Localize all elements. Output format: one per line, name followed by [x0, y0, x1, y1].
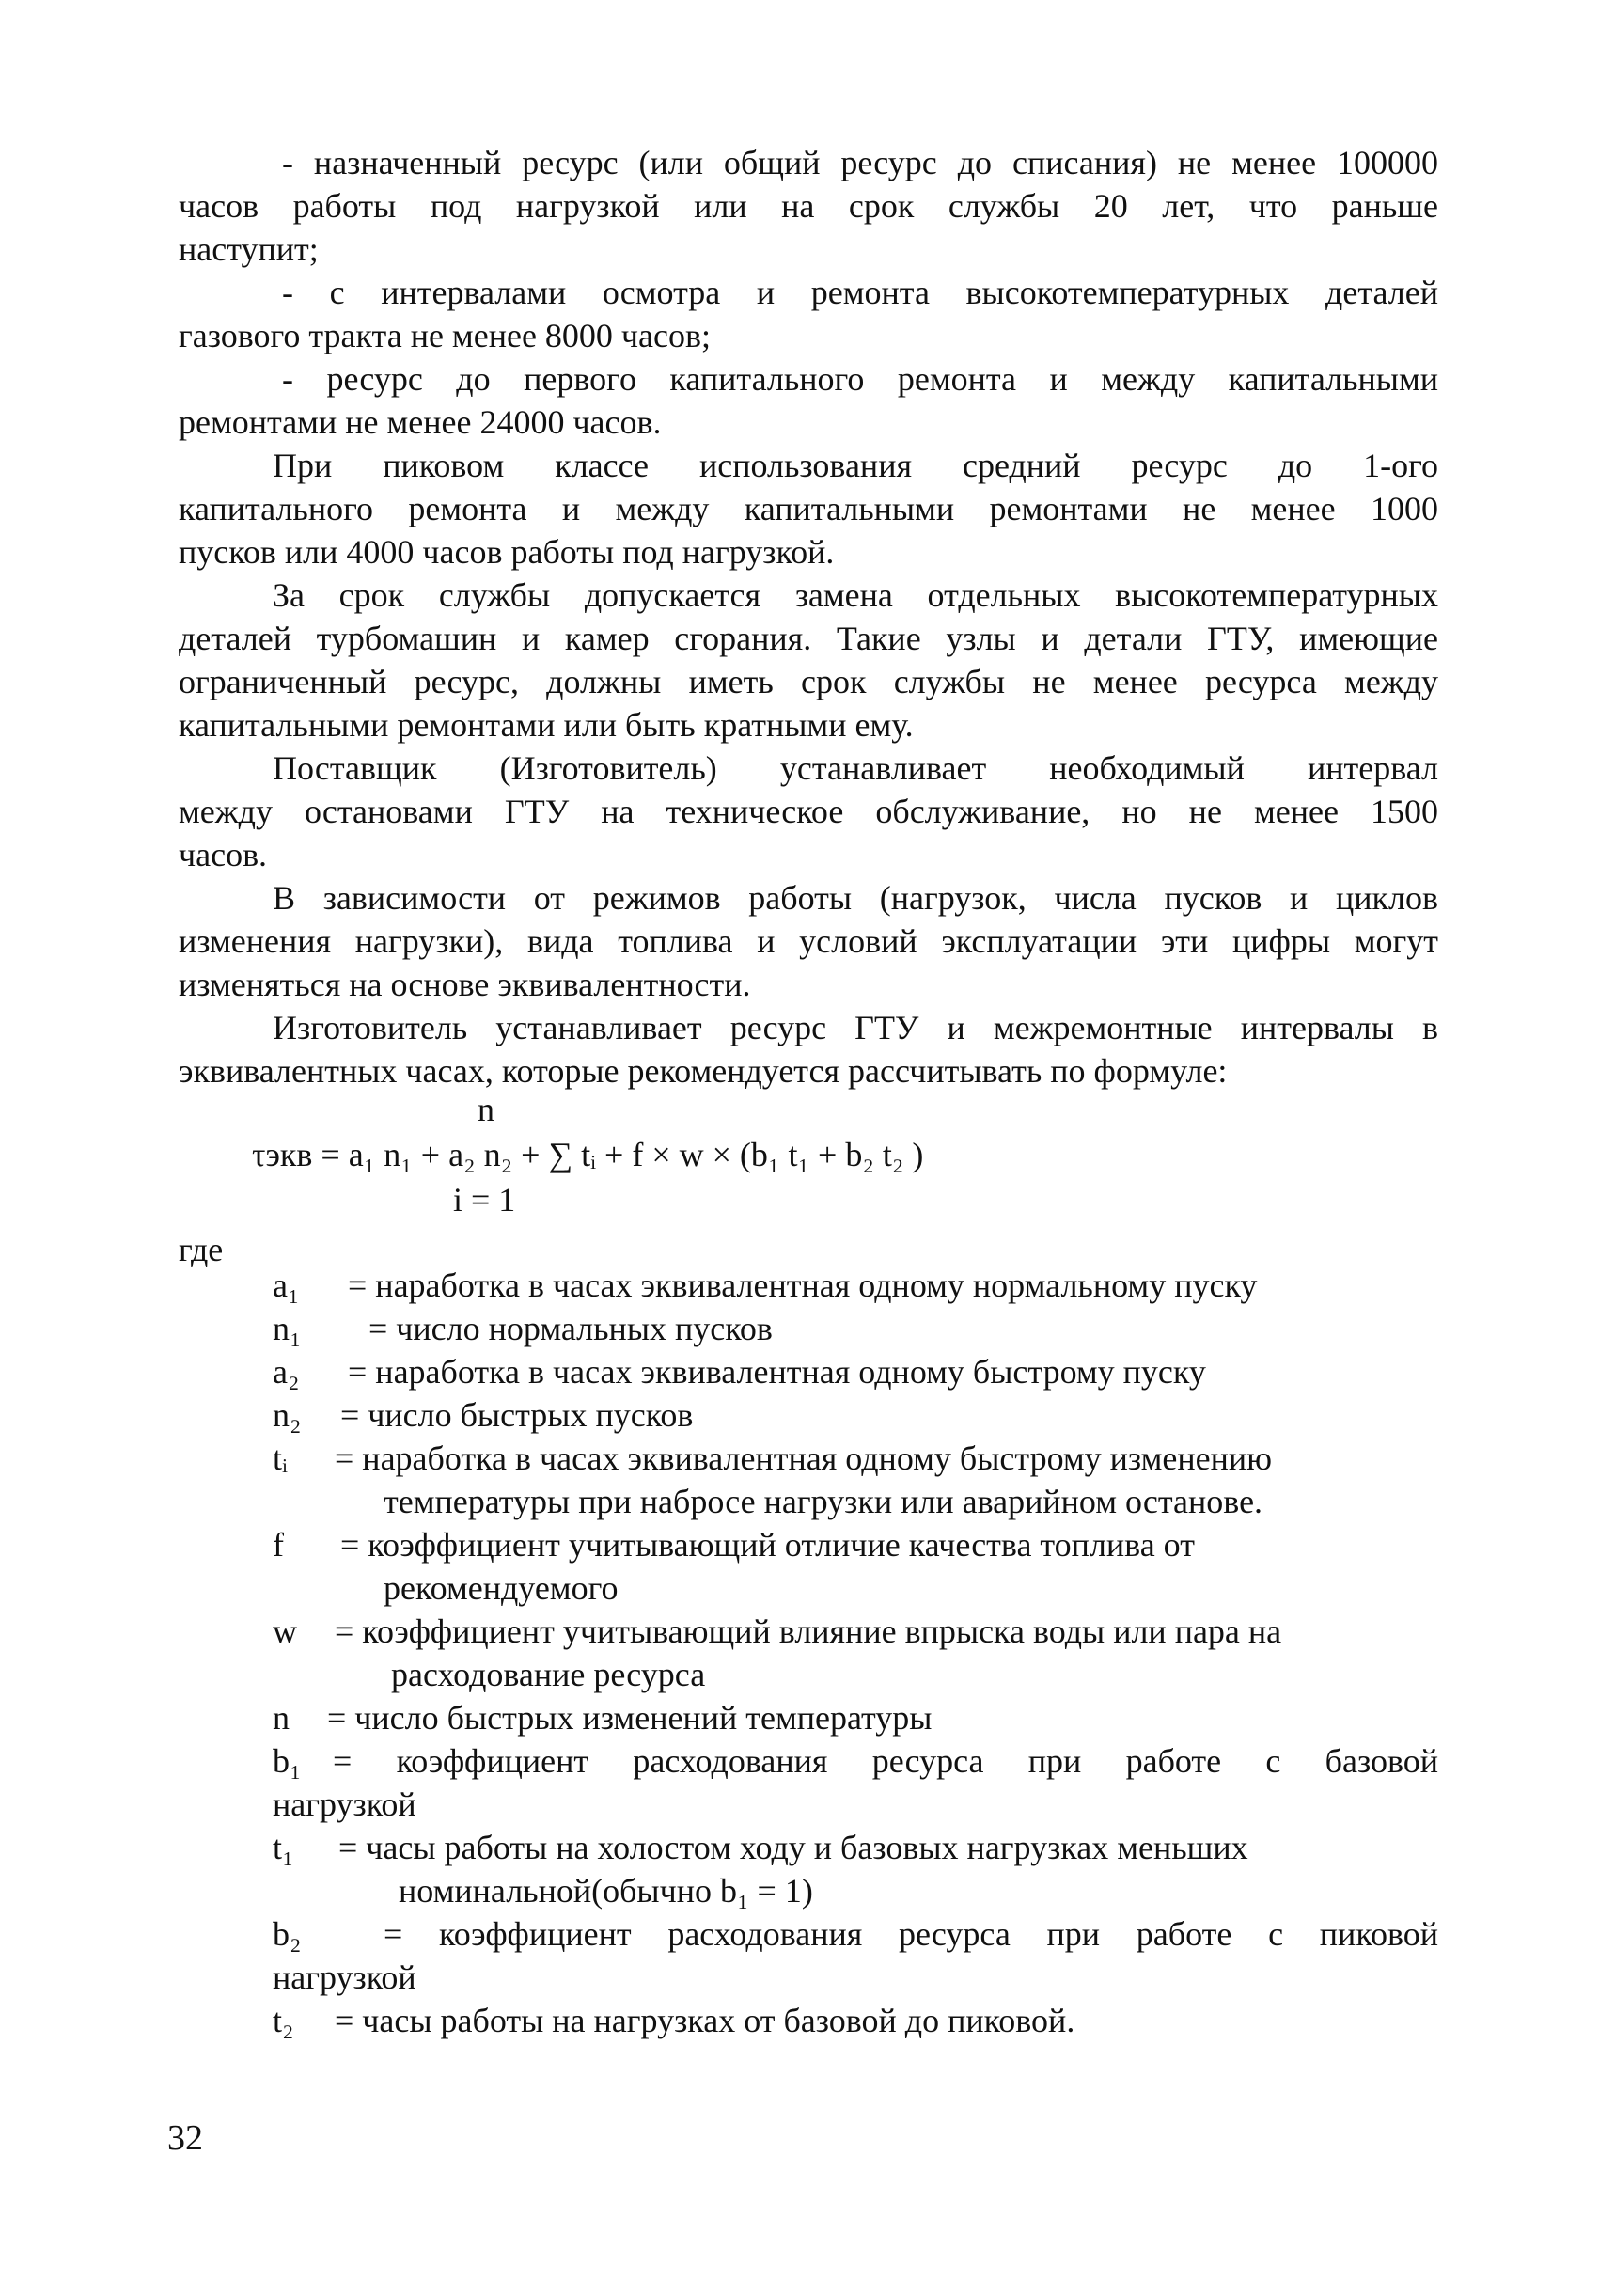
- paragraph-assigned-resource: [179, 141, 1438, 271]
- text-line: В зависимости от режимов работы (нагрузок, числа пусков и циклов: [273, 879, 1438, 917]
- formula-equivalent-hours: τэкв = a₁ n₁ + a₂ n₂ + ∑ tᵢ + f × w × (b₁ t₁ + b₂ t₂ ): [252, 1136, 924, 1173]
- text-line: газового тракта не менее 8000 часов;: [179, 317, 711, 354]
- text-line: ограниченный ресурс, должны иметь срок службы не менее ресурса между: [179, 663, 1438, 700]
- legend-symbol: b₂: [273, 1915, 302, 1953]
- legend-text: = коэффициент учитывающий влияние впрыска воды или пара на: [335, 1612, 1282, 1650]
- legend-symbol: a₁: [273, 1266, 300, 1304]
- legend-text: = число быстрых изменений температуры: [327, 1699, 933, 1737]
- text-line: - назначенный ресурс (или общий ресурс до списания) не менее 100000: [282, 144, 1438, 181]
- where-label: где: [179, 1231, 224, 1268]
- legend-text: = коэффициент расходования ресурса при работе с базовой: [333, 1742, 1438, 1780]
- legend-text-continued: рекомендуемого: [384, 1569, 619, 1607]
- legend-symbol: f: [273, 1526, 284, 1564]
- legend-symbol: t₂: [273, 2002, 294, 2039]
- text-line: изменения нагрузки), вида топлива и условий эксплуатации эти цифры могут: [179, 922, 1438, 960]
- paragraph-overhaul-resource: [179, 357, 1438, 444]
- text-line: За срок службы допускается замена отдельных высокотемпературных: [273, 576, 1438, 614]
- legend-text-continued: расходование ресурса: [391, 1656, 706, 1693]
- text-line: капитального ремонта и между капитальными ремонтами не менее 1000: [179, 490, 1438, 527]
- text-line: между остановами ГТУ на техническое обслуживание, но не менее 1500: [179, 793, 1438, 830]
- legend-text: = коэффициент учитывающий отличие качества топлива от: [340, 1526, 1195, 1564]
- paragraph-inspection-intervals: [179, 271, 1438, 357]
- legend-text: = наработка в часах эквивалентная одному нормальному пуску: [348, 1266, 1258, 1304]
- text-line: изменяться на основе эквивалентности.: [179, 966, 751, 1003]
- legend-text: = часы работы на холостом ходу и базовых нагрузках меньших: [338, 1829, 1248, 1866]
- formula-lower-limit: i = 1: [453, 1181, 516, 1219]
- legend-symbol: n₂: [273, 1396, 302, 1434]
- legend-text-continued: нагрузкой: [273, 1958, 416, 1996]
- text-line: часов.: [179, 836, 268, 873]
- legend-text-continued: нагрузкой: [273, 1785, 416, 1823]
- text-line: - ресурс до первого капитального ремонта и между капитальными: [282, 360, 1438, 398]
- paragraph-supplier-interval: [179, 747, 1438, 876]
- text-line: часов работы под нагрузкой или на срок службы 20 лет, что раньше: [179, 187, 1438, 225]
- text-line: капитальными ремонтами или быть кратными ему.: [179, 706, 914, 744]
- paragraph-service-life: [179, 574, 1438, 747]
- legend-symbol: w: [273, 1612, 297, 1650]
- paragraph-formula-intro: [179, 1006, 1438, 1093]
- text-line: наступит;: [179, 230, 319, 268]
- text-line: Изготовитель устанавливает ресурс ГТУ и межремонтные интервалы в: [273, 1009, 1438, 1046]
- legend-text: = наработка в часах эквивалентная одному быстрому пуску: [348, 1353, 1206, 1391]
- legend-symbol: n: [273, 1699, 290, 1737]
- legend-symbol: t₁: [273, 1829, 294, 1866]
- text-line: эквивалентных часах, которые рекомендуется рассчитывать по формуле:: [179, 1052, 1228, 1090]
- text-line: деталей турбомашин и камер сгорания. Такие узлы и детали ГТУ, имеющие: [179, 620, 1438, 657]
- formula-upper-limit: n: [478, 1091, 494, 1128]
- legend-text-continued: номинальной(обычно b₁ = 1): [399, 1872, 813, 1910]
- text-line: - с интервалами осмотра и ремонта высокотемпературных деталей: [282, 274, 1438, 311]
- text-line: Поставщик (Изготовитель) устанавливает необходимый интервал: [273, 749, 1438, 787]
- legend-text: = число нормальных пусков: [368, 1310, 773, 1347]
- legend-text: = коэффициент расходования ресурса при работе с пиковой: [384, 1915, 1438, 1953]
- legend-text: = часы работы на нагрузках от базовой до пиковой.: [335, 2002, 1075, 2039]
- legend-symbol: n₁: [273, 1310, 302, 1347]
- legend-symbol: a₂: [273, 1353, 300, 1391]
- legend-symbol: b₁: [273, 1742, 302, 1780]
- text-line: пусков или 4000 часов работы под нагрузкой.: [179, 533, 835, 571]
- paragraph-peak-class: [179, 444, 1438, 574]
- text-line: При пиковом классе использования средний ресурс до 1-ого: [273, 447, 1438, 484]
- legend-text: = наработка в часах эквивалентная одному быстрому изменению: [335, 1439, 1273, 1477]
- legend-text-continued: температуры при набросе нагрузки или аварийном останове.: [384, 1483, 1263, 1520]
- legend-text: = число быстрых пусков: [340, 1396, 694, 1434]
- page-number: 32: [167, 2118, 203, 2158]
- text-line: ремонтами не менее 24000 часов.: [179, 403, 662, 441]
- paragraph-operating-modes: [179, 876, 1438, 1006]
- legend-symbol: tᵢ: [273, 1439, 288, 1477]
